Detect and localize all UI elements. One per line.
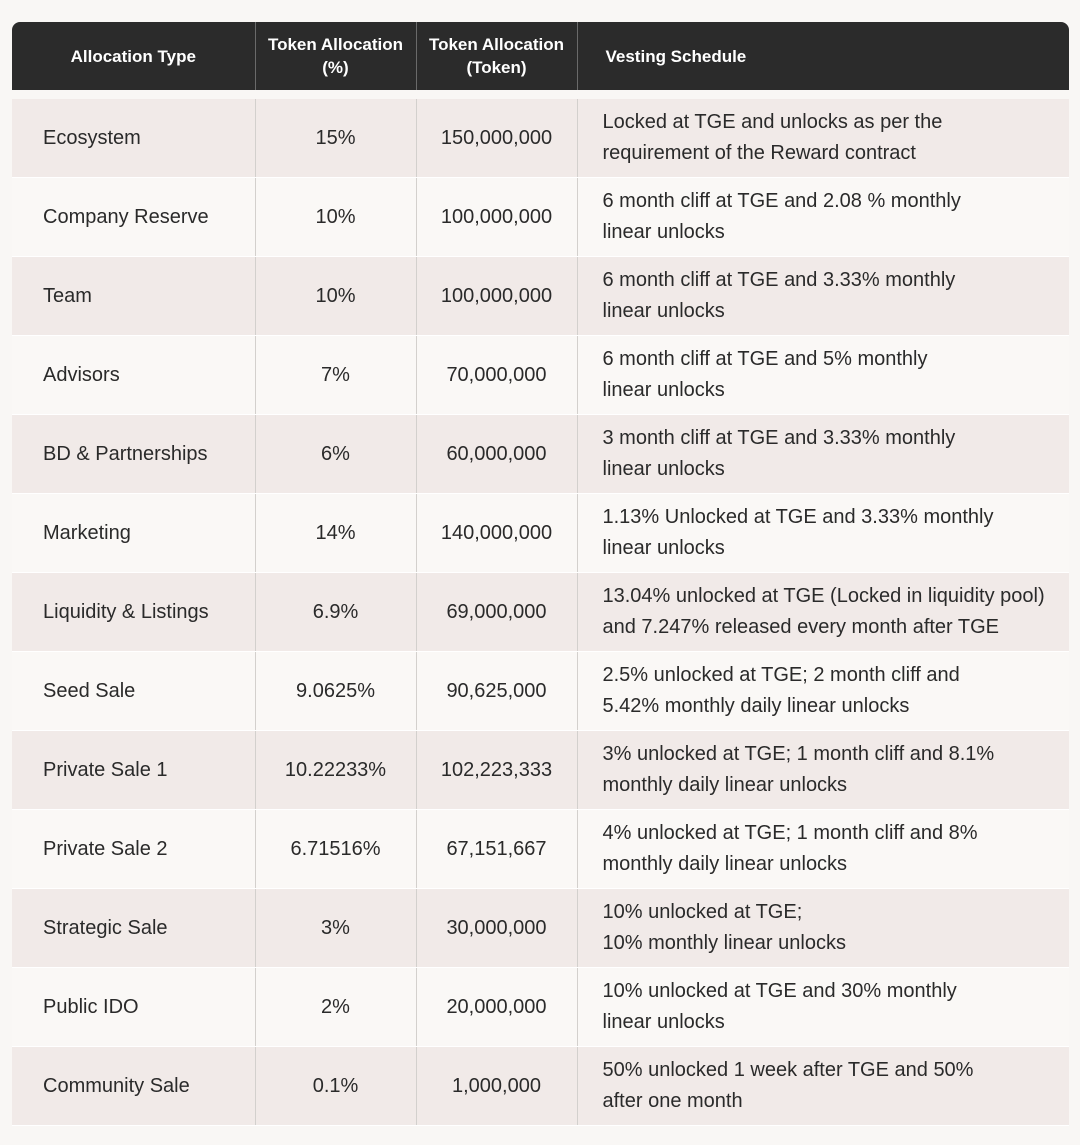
vesting-line: 13.04% unlocked at TGE (Locked in liquidity pool) <box>602 585 1045 607</box>
table-body <box>12 90 1069 1126</box>
cell-vesting-schedule <box>577 178 1069 257</box>
cell-allocation-type: Company Reserve <box>12 178 255 257</box>
cell-allocation-type: Advisors <box>12 336 255 415</box>
cell-allocation-tokens: 67,151,667 <box>416 810 577 889</box>
cell-vesting-schedule <box>577 731 1069 810</box>
cell-vesting-schedule <box>577 810 1069 889</box>
vesting-line: after one month <box>602 1090 743 1112</box>
vesting-line: 10% unlocked at TGE; <box>602 901 803 923</box>
table-row <box>12 1047 1069 1126</box>
header-percent-line-1: Token Allocation <box>267 35 404 54</box>
cell-allocation-percent: 10% <box>255 257 416 336</box>
cell-vesting-schedule <box>577 257 1069 336</box>
cell-allocation-tokens: 30,000,000 <box>416 889 577 968</box>
cell-allocation-tokens: 69,000,000 <box>416 573 577 652</box>
vesting-line: 50% unlocked 1 week after TGE and 50% <box>602 1059 974 1081</box>
header-allocation-type: Allocation Type <box>12 22 255 90</box>
cell-vesting-schedule <box>577 494 1069 573</box>
cell-allocation-type: Private Sale 2 <box>12 810 255 889</box>
table-row <box>12 573 1069 652</box>
cell-allocation-type: Team <box>12 257 255 336</box>
cell-allocation-tokens: 60,000,000 <box>416 415 577 494</box>
header-tokens-line-1: Token Allocation <box>428 35 565 54</box>
cell-allocation-type: Seed Sale <box>12 652 255 731</box>
table-row <box>12 968 1069 1047</box>
cell-allocation-percent: 3% <box>255 889 416 968</box>
cell-allocation-tokens: 150,000,000 <box>416 99 577 178</box>
vesting-line: linear unlocks <box>602 1011 725 1033</box>
cell-allocation-tokens: 90,625,000 <box>416 652 577 731</box>
cell-vesting-schedule <box>577 652 1069 731</box>
header-tokens-line-2: (Token) <box>466 58 527 77</box>
vesting-line: linear unlocks <box>602 221 725 243</box>
vesting-line: 6 month cliff at TGE and 2.08 % monthly <box>602 190 961 212</box>
vesting-line: requirement of the Reward contract <box>602 142 916 164</box>
vesting-line: 10% monthly linear unlocks <box>602 932 846 954</box>
cell-vesting-schedule <box>577 968 1069 1047</box>
cell-allocation-percent: 15% <box>255 99 416 178</box>
vesting-line: linear unlocks <box>602 458 725 480</box>
table-row <box>12 178 1069 257</box>
vesting-line: 3 month cliff at TGE and 3.33% monthly <box>602 427 956 449</box>
vesting-line: 1.13% Unlocked at TGE and 3.33% monthly <box>602 506 994 528</box>
vesting-line: Locked at TGE and unlocks as per the <box>602 111 943 133</box>
table-row <box>12 336 1069 415</box>
vesting-line: monthly daily linear unlocks <box>602 774 848 796</box>
header-token-allocation-tokens <box>416 22 577 90</box>
vesting-line: linear unlocks <box>602 300 725 322</box>
cell-allocation-tokens: 100,000,000 <box>416 178 577 257</box>
vesting-line: 6 month cliff at TGE and 3.33% monthly <box>602 269 956 291</box>
cell-vesting-schedule <box>577 99 1069 178</box>
cell-allocation-percent: 10.22233% <box>255 731 416 810</box>
cell-vesting-schedule <box>577 573 1069 652</box>
cell-allocation-type: Marketing <box>12 494 255 573</box>
cell-allocation-percent: 10% <box>255 178 416 257</box>
header-gap <box>12 90 1069 99</box>
cell-vesting-schedule <box>577 889 1069 968</box>
vesting-line: linear unlocks <box>602 379 725 401</box>
cell-allocation-type: Ecosystem <box>12 99 255 178</box>
table-row <box>12 494 1069 573</box>
cell-allocation-percent: 14% <box>255 494 416 573</box>
table-header <box>12 22 1069 90</box>
table-row <box>12 889 1069 968</box>
cell-vesting-schedule <box>577 1047 1069 1126</box>
cell-allocation-percent: 9.0625% <box>255 652 416 731</box>
cell-allocation-type: Strategic Sale <box>12 889 255 968</box>
table-row <box>12 810 1069 889</box>
cell-vesting-schedule <box>577 415 1069 494</box>
cell-allocation-type: Liquidity & Listings <box>12 573 255 652</box>
header-percent-line-2: (%) <box>322 58 349 77</box>
cell-allocation-type: Private Sale 1 <box>12 731 255 810</box>
cell-allocation-type: BD & Partnerships <box>12 415 255 494</box>
token-allocation-table <box>12 22 1069 1126</box>
cell-allocation-percent: 2% <box>255 968 416 1047</box>
cell-allocation-percent: 6.9% <box>255 573 416 652</box>
cell-vesting-schedule <box>577 336 1069 415</box>
table-row <box>12 99 1069 178</box>
vesting-line: 6 month cliff at TGE and 5% monthly <box>602 348 928 370</box>
cell-allocation-tokens: 140,000,000 <box>416 494 577 573</box>
cell-allocation-tokens: 1,000,000 <box>416 1047 577 1126</box>
cell-allocation-type: Community Sale <box>12 1047 255 1126</box>
cell-allocation-tokens: 70,000,000 <box>416 336 577 415</box>
vesting-line: 5.42% monthly daily linear unlocks <box>602 695 910 717</box>
vesting-line: and 7.247% released every month after TGE <box>602 616 1000 638</box>
table-row <box>12 652 1069 731</box>
cell-allocation-percent: 6% <box>255 415 416 494</box>
cell-allocation-tokens: 100,000,000 <box>416 257 577 336</box>
header-vesting-schedule: Vesting Schedule <box>577 22 1069 90</box>
cell-allocation-percent: 7% <box>255 336 416 415</box>
vesting-line: 3% unlocked at TGE; 1 month cliff and 8.1% <box>602 743 995 765</box>
table-row <box>12 257 1069 336</box>
table-row <box>12 415 1069 494</box>
table-row <box>12 731 1069 810</box>
cell-allocation-type: Public IDO <box>12 968 255 1047</box>
cell-allocation-tokens: 102,223,333 <box>416 731 577 810</box>
vesting-line: 2.5% unlocked at TGE; 2 month cliff and <box>602 664 960 686</box>
cell-allocation-percent: 6.71516% <box>255 810 416 889</box>
header-token-allocation-percent <box>255 22 416 90</box>
vesting-line: 10% unlocked at TGE and 30% monthly <box>602 980 957 1002</box>
cell-allocation-percent: 0.1% <box>255 1047 416 1126</box>
vesting-line: 4% unlocked at TGE; 1 month cliff and 8% <box>602 822 978 844</box>
cell-allocation-tokens: 20,000,000 <box>416 968 577 1047</box>
vesting-line: monthly daily linear unlocks <box>602 853 848 875</box>
vesting-line: linear unlocks <box>602 537 725 559</box>
